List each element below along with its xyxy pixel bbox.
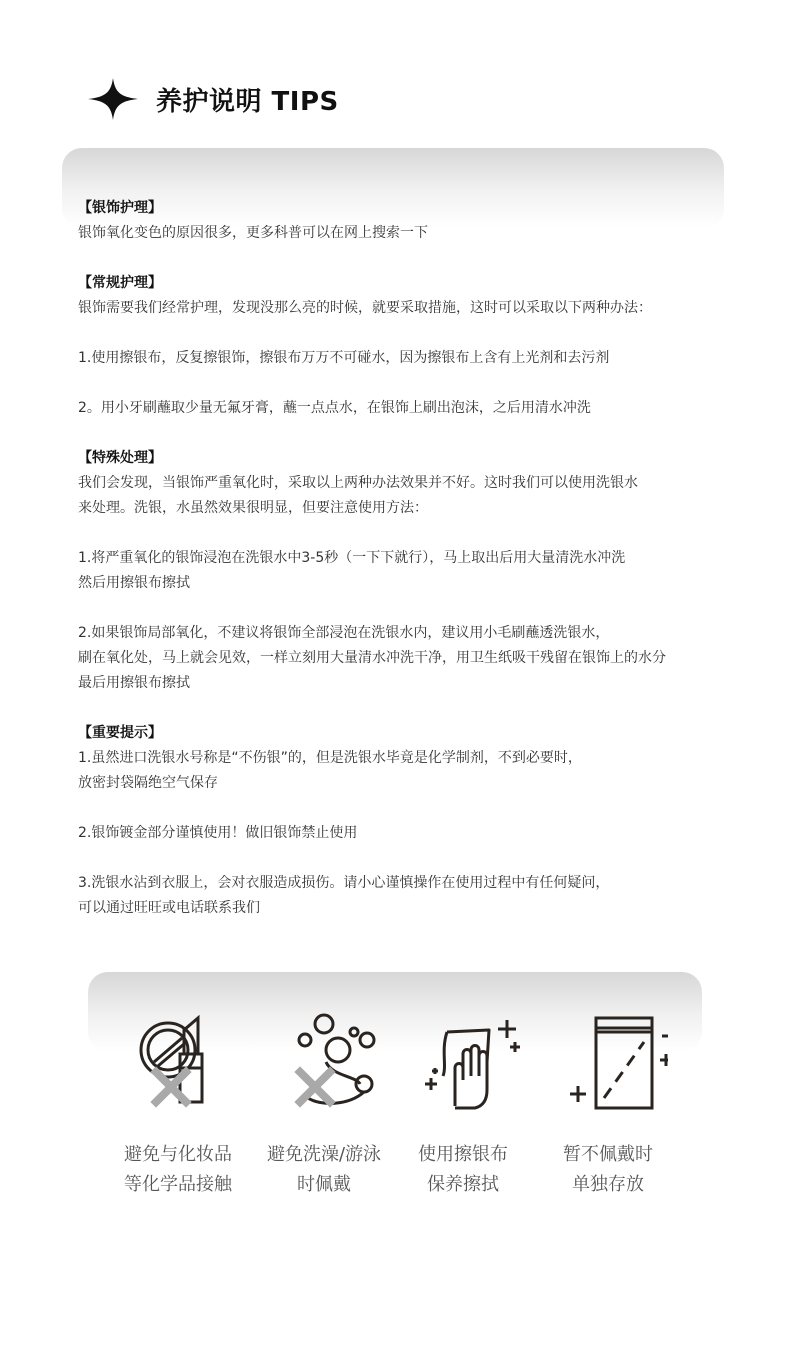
bubbles-icon xyxy=(264,1010,384,1120)
paragraph-line: 可以通过旺旺或电话联系我们 xyxy=(78,900,260,916)
paragraph xyxy=(78,396,728,421)
paragraph xyxy=(78,746,728,796)
icon-caption: 避免洗澡/游泳 时佩戴 xyxy=(266,1144,382,1195)
section-silver-care xyxy=(78,196,728,246)
paragraph xyxy=(78,346,728,371)
paragraph-line: 最后用擦银布擦拭 xyxy=(78,675,190,691)
paragraph-line: 2。用小牙刷蘸取少量无氟牙膏，蘸一点点水，在银饰上刷出泡沫，之后用清水冲洗 xyxy=(78,400,591,416)
section-heading: 【常规护理】 xyxy=(78,275,162,291)
sparkle-star-icon xyxy=(88,78,138,120)
icon-caption: 暂不佩戴时 单独存放 xyxy=(563,1144,653,1195)
paragraph-line: 然后用擦银布擦拭 xyxy=(78,575,190,591)
paragraph-line: 刷在氧化处，马上就会见效，一样立刻用大量清水冲洗干净，用卫生纸吸干残留在银饰上的水分 xyxy=(78,650,666,666)
paragraph xyxy=(78,296,728,321)
icon-caption: 避免与化妆品 等化学品接触 xyxy=(124,1144,232,1195)
sealed-bag-icon xyxy=(548,1010,668,1120)
paragraph xyxy=(78,871,728,921)
care-icon-polish-cloth xyxy=(388,1010,538,1200)
paragraph-line: 放密封袋隔绝空气保存 xyxy=(78,775,218,791)
care-instructions xyxy=(78,196,728,921)
section-heading: 【银饰护理】 xyxy=(78,200,162,216)
paragraph xyxy=(78,546,728,596)
section-important-tips xyxy=(78,721,728,921)
paragraph-line: 1.使用擦银布，反复擦银饰，擦银布万万不可碰水，因为擦银布上含有上光剂和去污剂 xyxy=(78,350,610,366)
section-heading: 【特殊处理】 xyxy=(78,450,162,466)
paragraph-line: 银饰氧化变色的原因很多，更多科普可以在网上搜索一下 xyxy=(78,225,428,241)
section-regular-care xyxy=(78,271,728,421)
section-heading: 【重要提示】 xyxy=(78,725,162,741)
care-icon-cosmetics xyxy=(103,1010,253,1200)
paragraph-line: 我们会发现，当银饰严重氧化时，采取以上两种办法效果并不好。这时我们可以使用洗银水 xyxy=(78,475,638,491)
page-title: 养护说明 TIPS xyxy=(156,86,339,117)
paragraph-line: 1.虽然进口洗银水号称是“不伤银”的，但是洗银水毕竟是化学制剂，不到必要时， xyxy=(78,750,582,766)
cosmetics-icon xyxy=(118,1010,238,1120)
paragraph-line: 3.洗银水沾到衣服上，会对衣服造成损伤。请小心谨慎操作在使用过程中有任何疑问， xyxy=(78,875,610,891)
paragraph xyxy=(78,471,728,521)
section-special-treatment xyxy=(78,446,728,696)
paragraph xyxy=(78,621,728,696)
care-icon-storage xyxy=(533,1010,683,1200)
paragraph-line: 2.银饰镀金部分谨慎使用！做旧银饰禁止使用 xyxy=(78,825,358,841)
hand-cloth-icon xyxy=(403,1010,523,1120)
paragraph-line: 来处理。洗银，水虽然效果很明显，但要注意使用方法： xyxy=(78,500,428,516)
paragraph-line: 1.将严重氧化的银饰浸泡在洗银水中3-5秒（一下下就行），马上取出后用大量清洗水冲洗 xyxy=(78,550,626,566)
paragraph-line: 2.如果银饰局部氧化，不建议将银饰全部浸泡在洗银水内，建议用小毛刷蘸透洗银水， xyxy=(78,625,610,641)
header xyxy=(88,78,339,120)
paragraph xyxy=(78,821,728,846)
paragraph xyxy=(78,221,728,246)
care-icon-bath xyxy=(249,1010,399,1200)
paragraph-line: 银饰需要我们经常护理，发现没那么亮的时候，就要采取措施，这时可以采取以下两种办法： xyxy=(78,300,652,316)
icon-caption: 使用擦银布 保养擦拭 xyxy=(418,1144,508,1195)
